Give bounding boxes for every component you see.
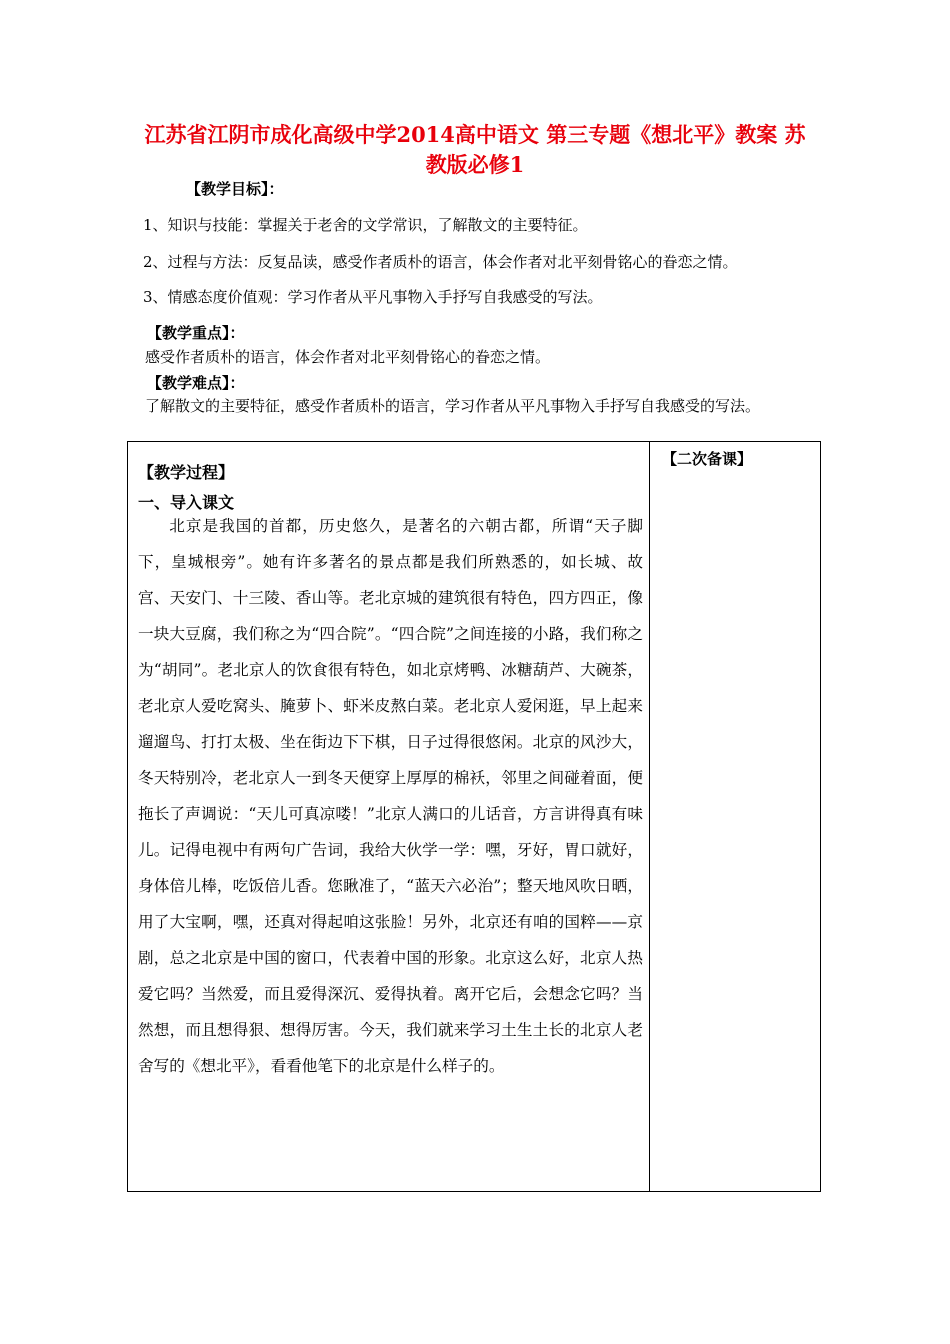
key-points-text: 感受作者质朴的语言，体会作者对北平刻骨铭心的眷恋之情。 bbox=[145, 348, 551, 366]
second-prep-heading: 【二次备课】 bbox=[662, 450, 753, 468]
key-points-heading: 【教学重点】： bbox=[147, 324, 245, 342]
document-title: 江苏省江阴市成化高级中学2014高中语文 第三专题《想北平》教案 苏教版必修1 bbox=[144, 122, 806, 177]
process-main-cell bbox=[128, 442, 650, 1192]
process-side-cell bbox=[650, 442, 821, 1192]
objective-item: 3、情感态度价值观：学习作者从平凡事物入手抒写自我感受的写法。 bbox=[143, 288, 603, 306]
teaching-process-table bbox=[127, 441, 821, 1192]
difficulties-heading: 【教学难点】： bbox=[147, 374, 245, 392]
process-heading: 【教学过程】 bbox=[138, 463, 235, 482]
difficulties-text: 了解散文的主要特征，感受作者质朴的语言，学习作者从平凡事物入手抒写自我感受的写法。 bbox=[145, 397, 761, 415]
intro-body-text: 北京是我国的首都，历史悠久，是著名的六朝古都，所谓“天子脚下，皇城根旁”。她有许多著名的景点都是我们所熟悉的，如长城、故宫、天安门、十三陵、香山等。老北京城的建筑很有特色，四方四正，像一块大豆腐，我们称之为“四合院”。“四合院”之间连接的小路，我们称之为“胡同”。老北京人的饮食很有特色，如北京烤鸭、冰糖葫芦、大碗茶，老北京人爱吃窝头、腌萝卜、虾米皮熬白菜。老北京人爱闲逛，早上起来遛遛鸟、打打太极、坐在街边下下棋，日子过得很悠闲。北京的风沙大，冬天特别冷，老北京人一到冬天便穿上厚厚的棉袄，邻里之间碰着面，便拖长了声调说：“天儿可真凉喽！”北京人满口的儿话音，方言讲得真有味儿。记得电视中有两句广告词，我给大伙学一学：嘿，牙好，胃口就好，身体倍儿棒，吃饭倍儿香。您瞅准了，“蓝天六必治”；整天地风吹日晒，用了大宝啊，嘿，还真对得起咱这张脸！另外，北京还有咱的国粹——京剧，总之北京是中国的窗口，代表着中国的形象。北京这么好，北京人热爱它吗？当然爱，而且爱得深沉、爱得执着。离开它后，会想念它吗？当然想，而且想得狠、想得厉害。今天，我们就来学习土生土长的北京人老舍写的《想北平》，看看他笔下的北京是什么样子的。 bbox=[138, 517, 643, 1075]
objective-item: 1、知识与技能：掌握关于老舍的文学常识，了解散文的主要特征。 bbox=[143, 216, 588, 234]
section-title: 一、导入课文 bbox=[138, 493, 235, 512]
objectives-heading: 【教学目标】： bbox=[186, 180, 284, 198]
objective-item: 2、过程与方法：反复品读，感受作者质朴的语言，体会作者对北平刻骨铭心的眷恋之情。 bbox=[143, 253, 738, 271]
